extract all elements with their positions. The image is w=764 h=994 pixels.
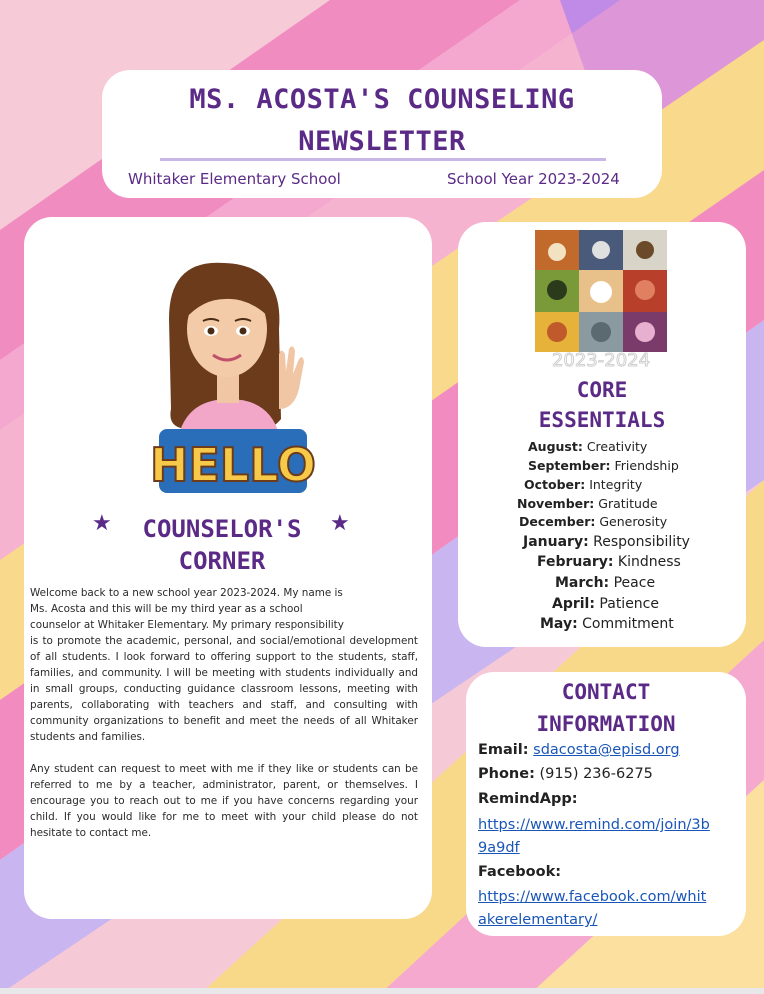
month-row-february: February: Kindness bbox=[537, 554, 681, 570]
remind-label: RemindApp: bbox=[478, 791, 578, 807]
counselor-corner-title-line1: COUNSELOR'S bbox=[142, 515, 302, 543]
month-row-october: October: Integrity bbox=[524, 477, 643, 492]
counselor-avatar-image bbox=[129, 259, 329, 509]
month-row-april: April: Patience bbox=[552, 596, 659, 612]
core-image-year: 2023-2024 bbox=[551, 350, 651, 370]
month-row-august: August: Creativity bbox=[528, 439, 648, 454]
school-year: School Year 2023-2024 bbox=[447, 170, 620, 188]
counselor-corner-title-line2: CORNER bbox=[178, 547, 266, 575]
facebook-label: Facebook: bbox=[478, 864, 562, 880]
month-row-march: March: Peace bbox=[555, 575, 656, 591]
month-row-november: November: Gratitude bbox=[517, 496, 658, 511]
contact-title-line2: INFORMATION bbox=[536, 712, 676, 736]
counselor-paragraph-2: Any student can request to meet with me if they like or students can be referred to me by a teacher, administrator, parent, or themselves. I encourage you to reach out to me if you have concerns regarding your child. If you would like for me to meet with your child please do not hesitate to contact me. bbox=[30, 763, 418, 839]
contact-phone-row bbox=[478, 766, 653, 782]
facebook-link-line1[interactable]: https://www.facebook.com/whit bbox=[478, 889, 707, 905]
title-divider bbox=[160, 158, 606, 161]
core-essentials-image bbox=[535, 230, 667, 370]
star-icon-left: ★ bbox=[92, 511, 112, 536]
phone-label: Phone: bbox=[478, 766, 535, 782]
month-row-may: May: Commitment bbox=[540, 616, 674, 632]
phone-value: (915) 236-6275 bbox=[539, 766, 653, 782]
remind-link-line2[interactable]: 9a9df bbox=[478, 840, 520, 856]
newsletter-title-line2: NEWSLETTER bbox=[298, 126, 466, 157]
contact-card bbox=[466, 672, 746, 936]
intro-line: counselor at Whitaker Elementary. My primary responsibility bbox=[30, 619, 344, 631]
newsletter-title-line1: MS. ACOSTA'S COUNSELING bbox=[189, 84, 575, 115]
intro-line: Ms. Acosta and this will be my third year as a school bbox=[30, 603, 303, 615]
school-name: Whitaker Elementary School bbox=[128, 170, 341, 188]
core-title-line2: ESSENTIALS bbox=[538, 408, 666, 432]
remind-link-line1[interactable]: https://www.remind.com/join/3b bbox=[478, 817, 710, 833]
hello-text: HELLO bbox=[149, 438, 317, 492]
month-row-december: December: Generosity bbox=[519, 514, 668, 529]
contact-title-line1: CONTACT bbox=[561, 680, 651, 704]
email-label: Email: bbox=[478, 742, 529, 758]
facebook-link-line2[interactable]: akerelementary/ bbox=[478, 912, 598, 928]
counselor-card bbox=[24, 217, 432, 919]
email-link[interactable]: sdacosta@episd.org bbox=[533, 742, 680, 758]
counselor-intro bbox=[30, 585, 418, 841]
counselor-paragraph-1: is to promote the academic, personal, and social/emotional development of all students. I look forward to offering support to the students, staff, families, and community. I will be meeting with students individually and in small groups, conducting guidance classroom lessons, meeting with parents, collaborating with teachers and staff, and consulting with community organizations to benefit and meet the needs of all Whitaker students and families. bbox=[30, 635, 418, 743]
month-row-january: January: Responsibility bbox=[523, 534, 690, 550]
star-icon-right: ★ bbox=[330, 511, 350, 536]
core-essentials-card bbox=[458, 222, 746, 647]
contact-email-row bbox=[478, 742, 680, 758]
month-row-september: September: Friendship bbox=[528, 458, 679, 473]
core-title-line1: CORE bbox=[576, 378, 628, 402]
intro-line: Welcome back to a new school year 2023-2024. My name is bbox=[30, 587, 343, 599]
